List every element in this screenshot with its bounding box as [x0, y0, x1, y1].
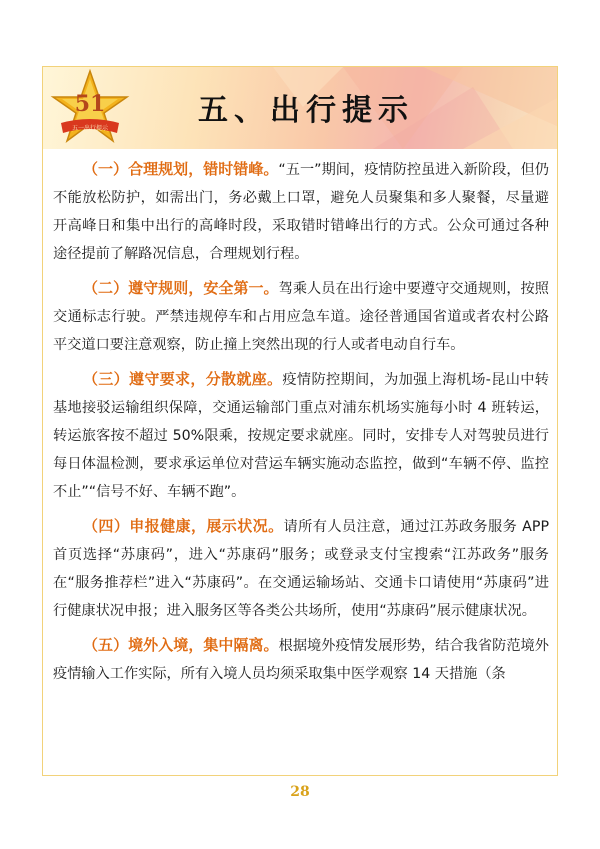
badge-number: 51	[74, 91, 106, 117]
paragraph-2-lead: （二）遵守规则，安全第一。	[83, 279, 279, 297]
paragraph-1-body: “五一”期间，疫情防控虽进入新阶段，但仍不能放松防护，如需出门，务必戴上口罩，避免人员聚集和多人聚餐，尽量避开高峰日和集中出行的高峰时段，采取错时错峰出行的方式。公众可通过各种途径提前了解路况信息，合理规划行程。	[53, 162, 549, 262]
paragraph-3-lead: （三）遵守要求，分散就座。	[83, 370, 283, 388]
page-frame	[42, 66, 558, 776]
paragraph-5-body: 根据境外疫情发展形势，结合我省防范境外疫情输入工作实际，所有入境人员均须采取集中医学观察 14 天措施（条	[53, 638, 549, 682]
paragraph-3	[53, 365, 549, 506]
section-title: 五、出行提示	[198, 93, 414, 128]
paragraph-3-body: 疫情防控期间，为加强上海机场-昆山中转基地接驳运输组织保障，交通运输部门重点对浦东机场实施每小时 4 班转运，转运旅客按不超过 50%限乘，按规定要求就座。同时，安排专人对驾驶员进行每日体温检测，要求承运单位对营运车辆实施动态监控，做到“车辆不停、监控不止”“信号不好、车辆不跑”。	[53, 372, 549, 500]
section-banner	[43, 67, 557, 149]
paragraph-5-lead: （五）境外入境，集中隔离。	[83, 636, 279, 654]
paragraph-1	[53, 155, 549, 268]
page-number: 28	[290, 784, 310, 800]
paragraph-5	[53, 631, 549, 688]
paragraph-4-body: 请所有人员注意，通过江苏政务服务 APP 首页选择“苏康码”，进入“苏康码”服务；或登录支付宝搜索“江苏政务”服务在“服务推荐栏”进入“苏康码”。在交通运输场站、交通卡口请使用“苏康码”进行健康状况申报；进入服务区等各类公共场所，使用“苏康码”展示健康状况。	[53, 519, 549, 619]
paragraph-2	[53, 274, 549, 359]
paragraph-2-body: 驾乘人员在出行途中要遵守交通规则，按照交通标志行驶。严禁违规停车和占用应急车道。途径普通国省道或者农村公路平交道口要注意观察，防止撞上突然出现的行人或者电动自行车。	[53, 281, 549, 353]
paragraph-4-lead: （四）申报健康，展示状况。	[83, 517, 284, 535]
paragraph-4	[53, 512, 549, 625]
badge-ribbon-text: 五一出行提示	[71, 125, 109, 132]
body-content	[43, 155, 557, 694]
paragraph-1-lead: （一）合理规划，错时错峰。	[83, 160, 279, 178]
